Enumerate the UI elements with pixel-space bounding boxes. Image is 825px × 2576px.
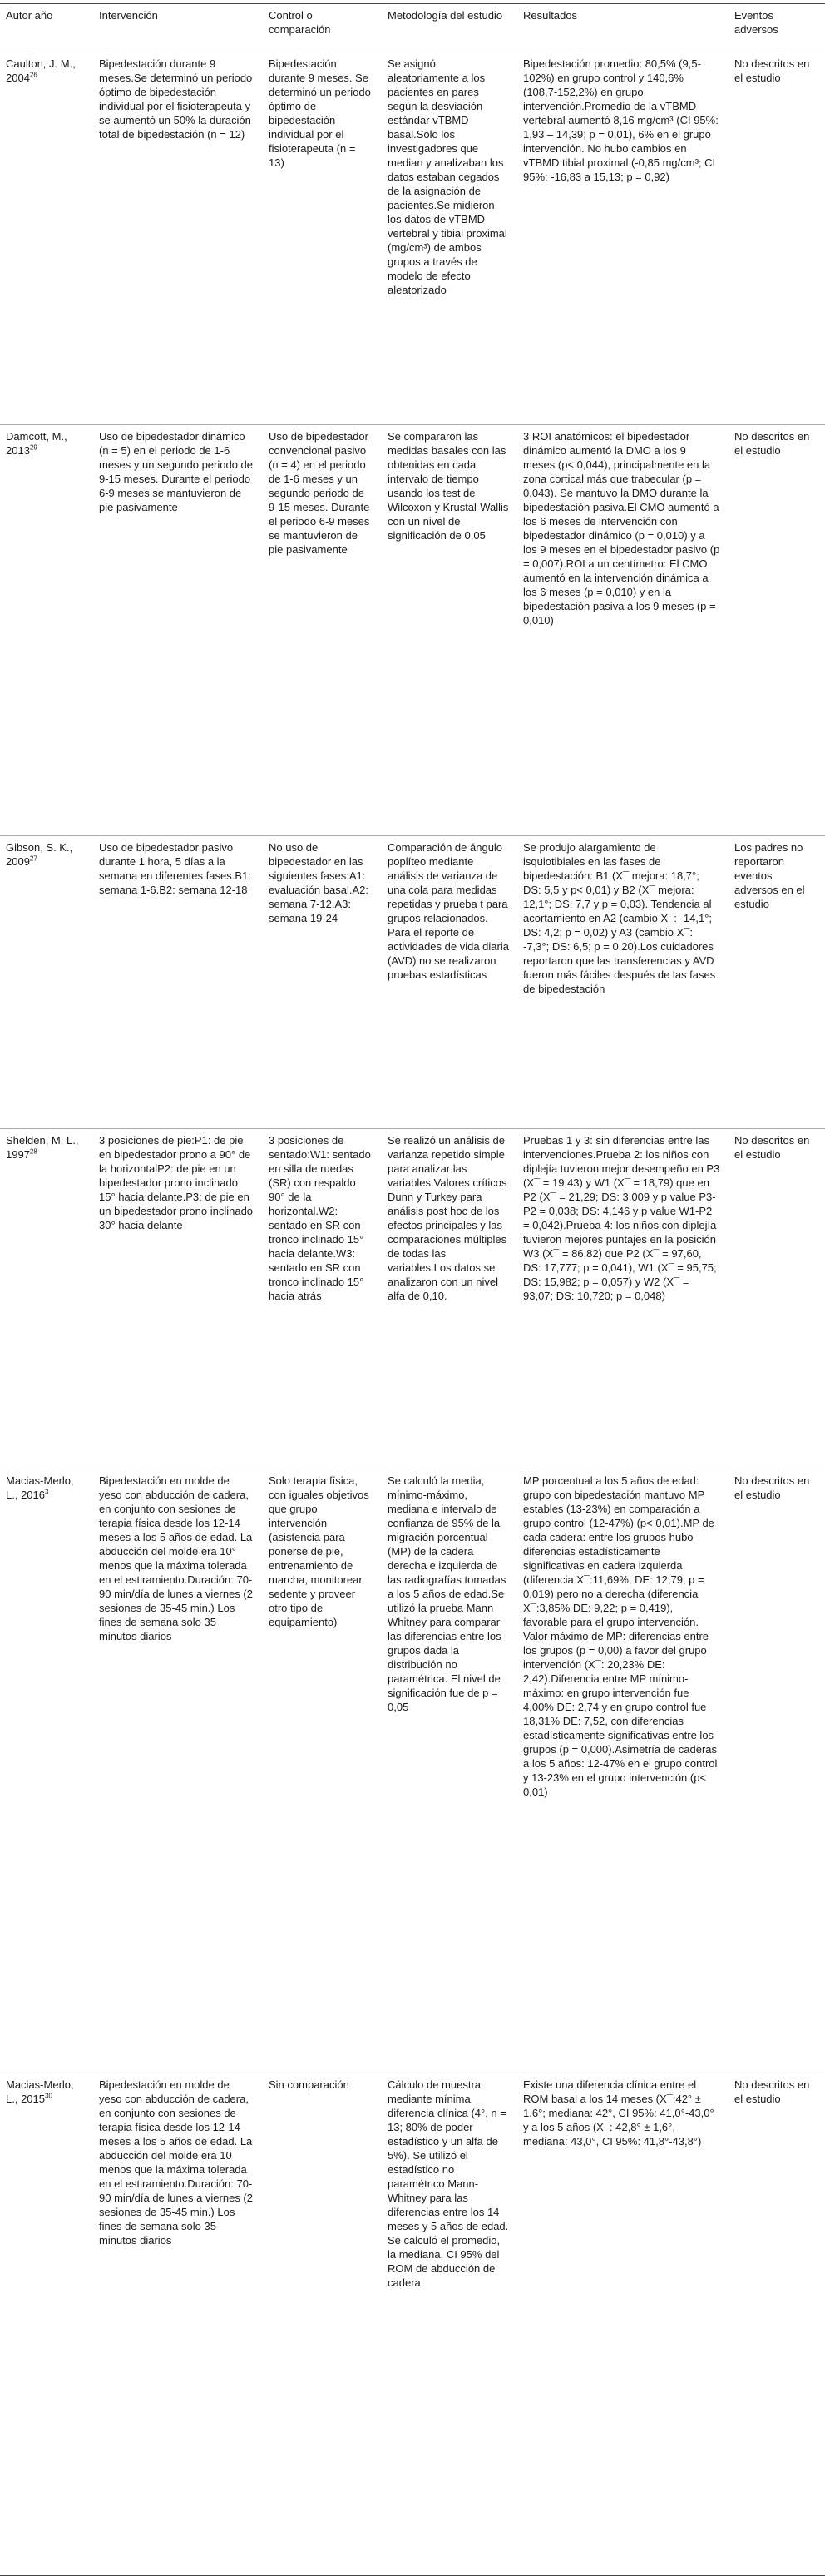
author-cell bbox=[0, 425, 93, 836]
results-cell: 3 ROI anatómicos: el bipedestador dinámico aumentó la DMO a los 9 meses (p< 0,044), principalmente en la zona cortical más que trabecular (p = 0,043). Se mantuvo la DMO durante la bipedestación pasiva.El CMO aumentó a los 6 meses de intervención con bipedestador dinámico (p = 0,010) y a los 9 meses en el bipedestador pasivo (p = 0,007).ROI a un centímetro: El CMO aumentó en la intervención dinámica a los 6 meses (p = 0,010) y en la bipedestación pasiva a los 9 meses (p = 0,010) bbox=[523, 430, 720, 627]
header-methodology: Metodología del estudio bbox=[382, 4, 517, 52]
studies-table bbox=[0, 3, 825, 2576]
author-cell bbox=[0, 1129, 93, 1469]
control-cell: No uso de bipedestador en las siguientes fases:A1: evaluación basal.A2: semana 7-12.A3: semana 19-24 bbox=[269, 841, 368, 924]
control-cell: Solo terapia física, con iguales objetivos que grupo intervención (asistencia para ponerse de pie, entrenamiento de marcha, monitorear sedente y proveer otro tipo de equipamiento) bbox=[269, 1474, 369, 1628]
author-text: Macias-Merlo, L., 2015 bbox=[6, 2078, 74, 2105]
reference-number: 26 bbox=[29, 71, 37, 79]
author-cell bbox=[0, 836, 93, 1129]
header-adverse-events: Eventos adversos bbox=[729, 4, 825, 52]
header-author: Autor año bbox=[0, 4, 93, 52]
methodology-cell: Se realizó un análisis de varianza repetido simple para analizar las variables.Valores críticos Dunn y Turkey para análisis post hoc de los efectos principales y las comparaciones múltiples de todas las variables.Los datos se analizaron con un nivel alfa de 0,10. bbox=[388, 1134, 507, 1302]
header-results: Resultados bbox=[517, 4, 729, 52]
author-text: Macias-Merlo, L., 2016 bbox=[6, 1474, 74, 1501]
author-text: Damcott, M., 2013 bbox=[6, 430, 67, 457]
intervention-cell: 3 posiciones de pie:P1: de pie en bipedestador prono a 90° de la horizontalP2: de pie en un bipedestador prono inclinado 15° hacia delante.P3: de pie en un bipedestador prono inclinado 30° hacia delante bbox=[99, 1134, 254, 1231]
adverse-events-cell: No descritos en el estudio bbox=[734, 430, 810, 457]
header-row bbox=[0, 4, 825, 52]
results-cell: Bipedestación promedio: 80,5% (9,5-102%) en grupo control y 140,6% (108,7-152,2%) en grupo intervención.Promedio de la vTBMD vertebral aumentó 8,16 mg/cm³ (CI 95%: 1,93 – 14,39; p = 0,01), 6% en el grupo intervención. No hubo cambios en vTBMD tibial proximal (-0,85 mg/cm³; CI 95%: -16,83 a 15,13; p = 0,92) bbox=[523, 57, 719, 183]
control-cell: Uso de bipedestador convencional pasivo (n = 4) en el periodo de 1-6 meses y un segundo periodo de 9-15 meses. Durante el periodo 6-9 meses se mantuvieron de pie pasivamente bbox=[269, 430, 370, 556]
intervention-cell: Bipedestación durante 9 meses.Se determinó un periodo óptimo de bipedestación individual por el fisioterapeuta y se aumentó un 50% la duración total de bipedestación (n = 12) bbox=[99, 57, 253, 141]
author-text: Caulton, J. M., 2004 bbox=[6, 57, 76, 84]
results-cell: MP porcentual a los 5 años de edad: grupo con bipedestación mantuvo MP estables (13-23%) en comparación a grupo control (12-47%) (p< 0,01).MP de cada cadera: entre los grupos hubo diferencias estadísticamente significativas en cadera izquierda (diferencia X¯:11,69%, DE: 12,79; p = 0,019) pero no a derecha (diferencia X¯:3,85% DE: 9,22; p = 0,419), favorable para el grupo intervención. Valor máximo de MP: diferencias entre los grupos (p = 0,00) a favor del grupo intervención (X¯: 20,23% DE: 2,42).Diferencia entre MP mínimo-máximo: en grupo intervención fue 4,00% DE: 2,74 y en grupo control fue 18,31% DE: 7,52, con diferencias estadísticamente significativas entre los grupos (p = 0,000).Asimetría de caderas a los 5 años: 12-47% en el grupo control y 13-23% en el grupo intervención (p< 0,01) bbox=[523, 1474, 718, 1798]
table-header bbox=[0, 4, 825, 52]
results-cell: Pruebas 1 y 3: sin diferencias entre las intervenciones.Prueba 2: los niños con diplejía tuvieron mejor desempeño en P3 (X¯ = 19,43) y W1 (X¯ = 18,79) que en P2 (X¯ = 21,29; DS: 3,009 y p value P3-P2 = 0,038; DS: 4,146 y p value W1-P2 = 0,042).Prueba 4: los niños con diplejía tuvieron mejores puntajes en la posición W3 (X¯ = 86,82) que P2 (X¯ = 97,60, DS: 17,777; p = 0,041), W1 (X¯ = 95,75; DS: 15,982; p = 0,057) y W2 (X¯ = 93,07; DS: 10,720; p = 0,048) bbox=[523, 1134, 720, 1302]
adverse-events-cell: No descritos en el estudio bbox=[734, 1134, 810, 1161]
methodology-cell: Se calculó la media, mínimo-máximo, mediana e intervalo de confianza de 95% de la migración porcentual (MP) de la cadera derecha e izquierda de las radiografías tomadas a los 5 años de edad.Se utilizó la prueba Mann Whitney para comparar las diferencias entre los grupos dada la distribución no paramétrica. El nivel de significación fue de p = 0,05 bbox=[388, 1474, 506, 1713]
reference-number: 29 bbox=[29, 443, 37, 452]
author-cell bbox=[0, 1469, 93, 2073]
control-cell: Bipedestación durante 9 meses. Se determinó un periodo óptimo de bipedestación individual por el fisioterapeuta (n = 13) bbox=[269, 57, 371, 169]
adverse-events-cell: Los padres no reportaron eventos adversos en el estudio bbox=[734, 841, 805, 910]
intervention-cell: Bipedestación en molde de yeso con abducción de cadera, en conjunto con sesiones de terapia física desde los 12-14 meses a los 5 años de edad. La abducción del molde era 10 menos que la máxima tolerada en el estiramiento.Duración: 70-90 min/día de lunes a viernes (2 sesiones de 35-45 min.) Los fines de semana solo 35 minutos diarios bbox=[99, 2078, 253, 2247]
results-cell: Se produjo alargamiento de isquiotibiales en las fases de bipedestación: B1 (X¯ mejora: 18,7°; DS: 5,5 y p< 0,01) y B2 (X¯ mejora: 12,1°; DS: 7,7 y p = 0,03). Tendencia al acortamiento en A2 (cambio X¯: -14,1°; DS: 4,2; p = 0,02) y A3 (cambio X¯: -7,3°; DS: 6,5; p = 0,20).Los cuidadores reportaron que las transferencias y AVD fueron más fáciles después de las fases de bipedestación bbox=[523, 841, 716, 995]
methodology-cell: Cálculo de muestra mediante mínima diferencia clínica (4°, n = 13; 80% de poder estadístico y un alfa de 5%). Se utilizó el estadístico no paramétrico Mann-Whitney para las diferencias entre los 14 meses y 5 años de edad. Se calculó el promedio, la mediana, CI 95% del ROM de abducción de cadera bbox=[388, 2078, 509, 2289]
reference-number: 30 bbox=[45, 2092, 52, 2100]
intervention-cell: Uso de bipedestador dinámico (n = 5) en el periodo de 1-6 meses y un segundo periodo de 9-15 meses. Durante el periodo 6-9 meses se mantuvieron de pie pasivamente bbox=[99, 430, 254, 513]
table-row bbox=[0, 425, 825, 836]
author-cell bbox=[0, 52, 93, 425]
reference-number: 3 bbox=[45, 1488, 49, 1496]
adverse-events-cell: No descritos en el estudio bbox=[734, 2078, 810, 2105]
table-row bbox=[0, 52, 825, 425]
header-control: Control o comparación bbox=[263, 4, 382, 52]
table-row bbox=[0, 1469, 825, 2073]
adverse-events-cell: No descritos en el estudio bbox=[734, 1474, 810, 1501]
adverse-events-cell: No descritos en el estudio bbox=[734, 57, 810, 84]
control-cell: Sin comparación bbox=[269, 2078, 349, 2091]
results-cell: Existe una diferencia clínica entre el ROM basal a los 14 meses (X¯:42° ± 1.6°; mediana: 42°, CI 95%: 41,0°-43,0° y a los 5 años (X¯: 42,8° ± 1,6°, mediana: 43,0°, CI 95%: 41,8°-43,8°) bbox=[523, 2078, 714, 2147]
reference-number: 27 bbox=[29, 855, 37, 863]
header-intervention: Intervención bbox=[93, 4, 263, 52]
methodology-cell: Se compararon las medidas basales con las obtenidas en cada intervalo de tiempo usando los test de Wilcoxon y Krustal-Wallis con un nivel de significación de 0,05 bbox=[388, 430, 509, 542]
author-cell bbox=[0, 2073, 93, 2576]
reference-number: 28 bbox=[29, 1147, 37, 1156]
intervention-cell: Bipedestación en molde de yeso con abducción de cadera, en conjunto con sesiones de terapia física desde los 12-14 meses a los 5 años de edad. La abducción del molde era 10° menos que la máxima tolerada en el estiramiento.Duración: 70-90 min/día de lunes a viernes (2 sesiones de 35-45 min.) Los fines de semana solo 35 minutos diarios bbox=[99, 1474, 253, 1642]
table-row bbox=[0, 836, 825, 1129]
methodology-cell: Se asignó aleatoriamente a los pacientes en pares según la desviación estándar vTBMD basal.Solo los investigadores que median y analizaban los datos estaban cegados de la asignación de pacientes.Se midieron los datos de vTBMD vertebral y tibial proximal (mg/cm³) de ambos grupos a través de modelo de efecto aleatorizado bbox=[388, 57, 507, 296]
author-text: Shelden, M. L., 1997 bbox=[6, 1134, 79, 1161]
author-text: Gibson, S. K., 2009 bbox=[6, 841, 73, 868]
table-row bbox=[0, 1129, 825, 1469]
table-row bbox=[0, 2073, 825, 2576]
methodology-cell: Comparación de ángulo poplíteo mediante análisis de varianza de una cola para medidas repetidas y prueba t para grupos relacionados. Para el reporte de actividades de vida diaria (AVD) no se realizaron pruebas estadísticas bbox=[388, 841, 509, 981]
intervention-cell: Uso de bipedestador pasivo durante 1 hora, 5 días a la semana en diferentes fases.B1: semana 1-6.B2: semana 12-18 bbox=[99, 841, 251, 896]
control-cell: 3 posiciones de sentado:W1: sentado en silla de ruedas (SR) con respaldo 90° de la horizontal.W2: sentado en SR con tronco inclinado 15° hacia delante.W3: sentado en SR con tronco inclinado 15° hacia atrás bbox=[269, 1134, 371, 1302]
